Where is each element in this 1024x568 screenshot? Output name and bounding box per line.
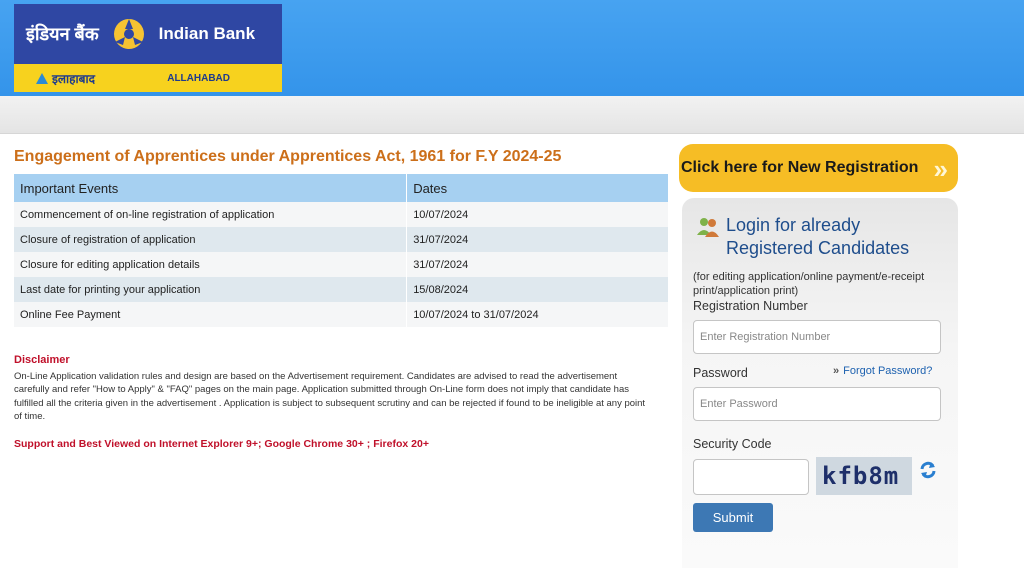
security-code-label: Security Code: [693, 437, 772, 451]
table-row: [14, 202, 669, 227]
submit-button[interactable]: Submit: [693, 503, 773, 532]
logo-strip: [14, 64, 282, 92]
bank-logo[interactable]: [14, 4, 282, 92]
strip-hindi-text: इलाहाबाद: [52, 71, 95, 86]
disclaimer-heading: Disclaimer: [14, 354, 70, 366]
login-panel: [682, 198, 958, 568]
forgot-password-text: Forgot Password?: [843, 365, 933, 377]
table-row: [14, 252, 669, 277]
double-chevron-right-icon: »: [933, 154, 948, 184]
column-header-events: Important Events: [14, 174, 407, 202]
date-cell: 15/08/2024: [407, 277, 669, 302]
registration-number-label: Registration Number: [693, 299, 808, 313]
event-cell: Last date for printing your application: [14, 277, 407, 302]
allahabad-triangle-icon: [36, 73, 48, 84]
navigation-bar: [0, 96, 1024, 134]
page-title: Engagement of Apprentices under Apprentices Act, 1961 for F.Y 2024-25: [14, 148, 562, 165]
login-title-line1: Login for already: [726, 215, 861, 235]
double-chevron-right-icon: »: [833, 365, 840, 377]
login-title: [726, 214, 909, 260]
date-cell: 31/07/2024: [407, 227, 669, 252]
event-cell: Online Fee Payment: [14, 302, 407, 327]
date-cell: 31/07/2024: [407, 252, 669, 277]
new-registration-button[interactable]: [679, 144, 958, 192]
column-header-dates: Dates: [407, 174, 669, 202]
password-label: Password: [693, 366, 748, 380]
disclaimer-text: On-Line Application validation rules and design are based on the Advertisement requirement. Candidates are advised to read the advertisement carefully and refer "How to Apply" & "FAQ" pages on the main page. Application submitted through On-Line form does not imply that candidate has fulfilled all the criteria given in the advertisement . Application is subject to subsequent scrutiny and can be rejected if found to be ineligible at any point of time.: [14, 371, 646, 423]
registration-number-input[interactable]: [693, 320, 941, 354]
captcha-text: kfb8m: [822, 462, 900, 490]
important-events-table: [14, 174, 669, 327]
event-cell: Closure for editing application details: [14, 252, 407, 277]
event-cell: Closure of registration of application: [14, 227, 407, 252]
table-row: [14, 277, 669, 302]
refresh-captcha-icon[interactable]: [918, 460, 938, 480]
new-registration-label: Click here for New Registration: [681, 159, 919, 176]
login-note: (for editing application/online payment/e-receipt print/application print): [693, 271, 925, 297]
captcha-image: [816, 457, 912, 495]
strip-english-text: ALLAHABAD: [167, 72, 230, 84]
users-icon: [696, 216, 720, 238]
table-row: [14, 227, 669, 252]
password-input[interactable]: [693, 387, 941, 421]
event-cell: Commencement of on-line registration of application: [14, 202, 407, 227]
table-row: [14, 302, 669, 327]
logo-hindi-text: इंडियन बैंक: [26, 24, 99, 44]
date-cell: 10/07/2024: [407, 202, 669, 227]
forgot-password-link[interactable]: [833, 365, 932, 377]
table-header-row: [14, 174, 669, 202]
login-title-line2: Registered Candidates: [726, 238, 910, 258]
logo-english-text: Indian Bank: [158, 24, 256, 43]
browser-support-note: Support and Best Viewed on Internet Explorer 9+; Google Chrome 30+ ; Firefox 20+: [14, 438, 429, 450]
header-bar: [0, 0, 1024, 96]
date-cell: 10/07/2024 to 31/07/2024: [407, 302, 669, 327]
bank-emblem-icon: [109, 14, 149, 54]
security-code-input[interactable]: [693, 459, 809, 495]
